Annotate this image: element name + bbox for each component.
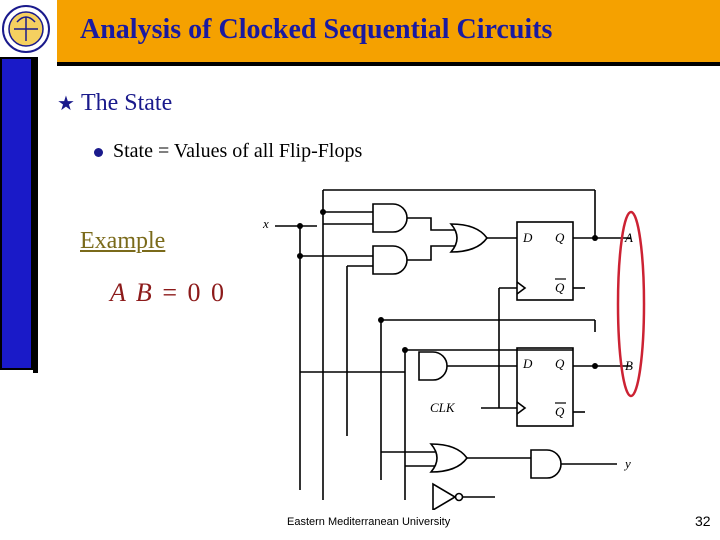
- ffa-q-label: Q: [555, 230, 565, 245]
- state-var-b: B: [135, 278, 154, 307]
- state-value: [110, 278, 226, 308]
- star-bullet-icon: ★: [57, 93, 75, 115]
- university-logo: [0, 0, 57, 57]
- output-b-label: B: [625, 358, 633, 373]
- sequential-circuit-diagram: [255, 180, 655, 510]
- page-number: 32: [695, 513, 711, 529]
- ffb-qbar-label: Q: [555, 404, 565, 419]
- bullet-level1-text: The State: [80, 90, 173, 116]
- state-var-a: A: [110, 278, 128, 307]
- footer-text: Eastern Mediterranean University: [287, 516, 451, 528]
- ffb-q-label: Q: [555, 356, 565, 371]
- ffa-qbar-label: Q: [555, 280, 565, 295]
- header-rule: [57, 62, 720, 66]
- side-accent-shadow: [33, 57, 38, 373]
- slide-title: Analysis of Clocked Sequential Circuits: [80, 14, 553, 45]
- ffb-d-label: D: [523, 356, 533, 371]
- side-accent-bar: [0, 57, 33, 370]
- output-y-label: y: [625, 456, 631, 471]
- state-equals-value: = 0 0: [162, 278, 226, 307]
- ffa-d-label: D: [523, 230, 533, 245]
- bullet-level2: [94, 140, 362, 163]
- bullet-level2-text: State = Values of all Flip-Flops: [113, 140, 363, 162]
- output-a-label: A: [625, 230, 633, 245]
- bullet-level1: [57, 90, 172, 117]
- example-label: Example: [80, 228, 166, 254]
- dot-bullet-icon: [94, 148, 103, 157]
- input-x-label: x: [263, 216, 269, 231]
- clk-label: CLK: [430, 400, 455, 415]
